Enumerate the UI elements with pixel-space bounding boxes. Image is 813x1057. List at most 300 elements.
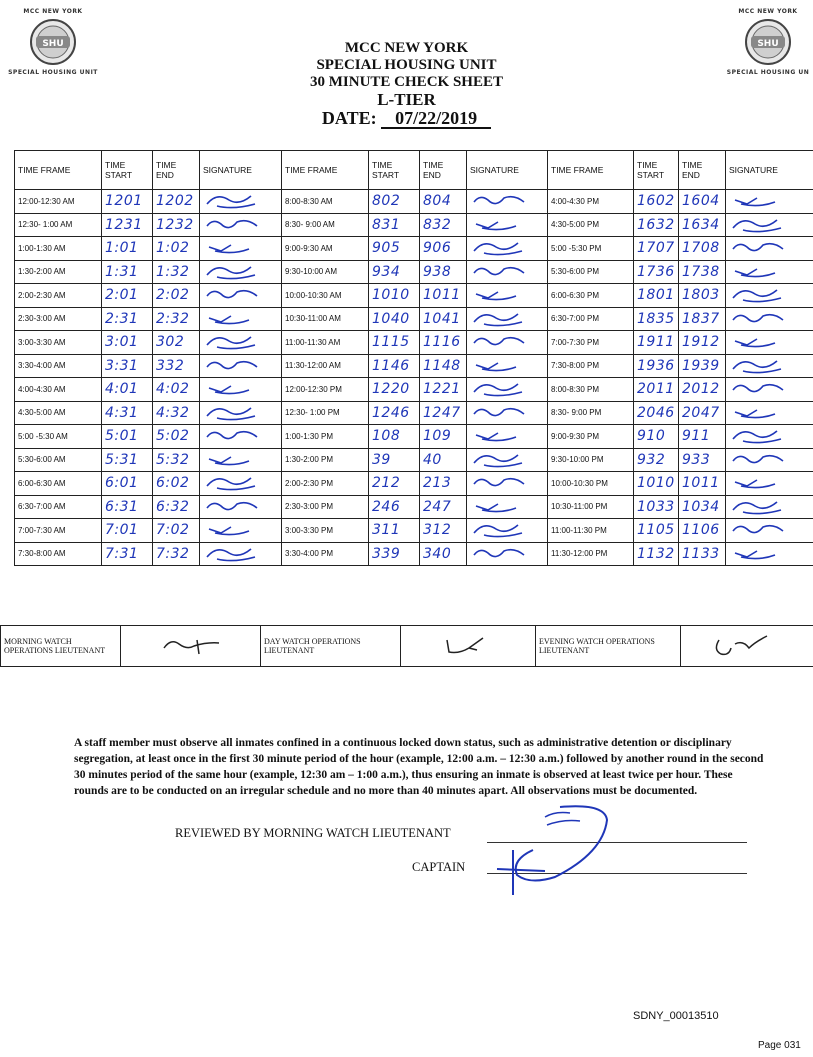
day-watch-signature [401,626,536,667]
initials-signature-icon [203,378,263,398]
initials-signature-icon [729,496,789,516]
signature-cell [467,354,548,378]
initials-signature-icon [203,331,263,351]
col-header: TIME FRAME [282,151,369,190]
signature-cell [726,190,813,214]
time-end-cell [679,495,726,519]
time-frame-cell [15,213,102,237]
initials-signature-icon [729,214,789,234]
time-frame-cell [282,354,369,378]
table-header-row [15,151,813,190]
handwritten-time: 1116 [423,334,461,351]
time-end-cell [420,495,467,519]
time-start-cell [634,495,679,519]
handwritten-time: 831 [372,216,401,233]
header-line-2: SPECIAL HOUSING UNIT [316,57,497,73]
time-start-cell [102,495,153,519]
handwritten-time: 1231 [105,216,143,233]
initials-signature-icon [729,378,789,398]
signature-cell [726,378,813,402]
time-frame-label: 8:00-8:30 PM [551,384,600,394]
time-start-cell [369,284,420,308]
evening-watch-label: EVENING WATCH OPERATIONS LIEUTENANT [536,626,681,667]
policy-text: A staff member must observe all inmates confined in a continuous locked down status, such as administrative detention or disciplinary segregation, at least once in the first 30 minute period of the hour (example, 12:00 a.m. – 12:30 a.m.) followed by another round in the second 30 minutes period of the same hour (example, 12:30 am – 1:00 a.m.), thus ensuring an inmate is observed at least twice per hour. These rounds are to be conducted on an irregular schedule and no more than 40 minutes apart. All observations must be documented. [74,737,764,797]
handwritten-time: 5:02 [156,428,190,445]
captain-label: CAPTAIN [412,860,466,874]
time-frame-label: 2:30-3:00 AM [18,314,66,324]
time-frame-label: 2:00-2:30 AM [18,290,66,300]
time-end-cell [153,472,200,496]
time-end-cell [153,307,200,331]
time-frame-cell [282,495,369,519]
shu-emblem-icon [28,17,78,67]
handwritten-time: 246 [372,498,401,515]
time-frame-label: 6:30-7:00 AM [18,502,66,512]
time-frame-cell [282,448,369,472]
initials-signature-icon [203,449,263,469]
time-start-cell [369,401,420,425]
handwritten-time: 7:01 [105,522,139,539]
initials-signature-icon [470,543,530,563]
time-end-cell [679,378,726,402]
time-frame-label: 8:30- 9:00 AM [285,220,335,230]
time-frame-cell [282,190,369,214]
time-frame-cell [15,542,102,566]
table-row [15,284,813,308]
signature-cell [200,519,282,543]
morning-watch-label: MORNING WATCH OPERATIONS LIEUTENANT [1,626,121,667]
initials-signature-icon [470,331,530,351]
initials-signature-icon [729,472,789,492]
col-header: TIME START [369,151,420,190]
handwritten-time: 933 [682,451,711,468]
signature-cell [200,190,282,214]
initials-signature-icon [203,519,263,539]
initials-signature-icon [470,308,530,328]
handwritten-time: 4:01 [105,381,139,398]
handwritten-time: 3:01 [105,334,139,351]
time-frame-cell [15,331,102,355]
col-header: SIGNATURE [200,151,282,190]
handwritten-time: 1936 [637,357,675,374]
time-end-cell [420,331,467,355]
initials-signature-icon [470,237,530,257]
table-row [15,307,813,331]
signature-cell [200,307,282,331]
document-header [250,40,563,129]
initials-signature-icon [729,449,789,469]
time-start-cell [369,542,420,566]
handwritten-time: 7:32 [156,545,190,562]
time-frame-cell [15,354,102,378]
time-frame-label: 5:00 -5:30 PM [551,243,602,253]
time-frame-cell [548,237,634,261]
handwritten-time: 1146 [372,357,410,374]
signature-icon [159,630,229,660]
signature-cell [200,331,282,355]
time-end-cell [153,331,200,355]
initials-signature-icon [203,261,263,281]
initials-signature-icon [470,261,530,281]
handwritten-time: 832 [423,216,452,233]
time-frame-cell [15,307,102,331]
handwritten-time: 247 [423,498,452,515]
time-frame-label: 8:30- 9:00 PM [551,408,602,418]
time-frame-label: 11:30-12:00 PM [551,549,608,559]
svg-text:SHU: SHU [42,39,64,49]
handwritten-time: 804 [423,193,452,210]
time-start-cell [634,331,679,355]
logo-top-text: MCC NEW YORK [23,8,83,15]
initials-signature-icon [203,543,263,563]
table-row [15,401,813,425]
time-frame-label: 6:00-6:30 PM [551,290,600,300]
signature-cell [200,401,282,425]
table-row [15,260,813,284]
handwritten-time: 6:31 [105,498,139,515]
handwritten-time: 1041 [423,310,461,327]
time-end-cell [420,190,467,214]
time-frame-label: 7:30-8:00 AM [18,549,66,559]
time-end-cell [679,401,726,425]
time-frame-cell [15,190,102,214]
handwritten-time: 1736 [637,263,675,280]
time-frame-label: 2:30-3:00 PM [285,502,334,512]
signature-cell [726,354,813,378]
time-start-cell [634,472,679,496]
time-frame-cell [282,213,369,237]
time-frame-cell [282,378,369,402]
col-header: TIME FRAME [15,151,102,190]
col-header: TIME END [420,151,467,190]
time-frame-cell [548,307,634,331]
date-label: DATE: [321,108,377,128]
initials-signature-icon [203,190,263,210]
initials-signature-icon [470,449,530,469]
time-frame-cell [548,378,634,402]
signature-cell [726,237,813,261]
time-end-cell [420,307,467,331]
time-end-cell [679,519,726,543]
check-sheet-table [14,150,813,566]
time-end-cell [679,448,726,472]
time-frame-label: 5:30-6:00 AM [18,455,66,465]
time-start-cell [634,260,679,284]
time-start-cell [102,284,153,308]
handwritten-time: 1911 [637,334,675,351]
time-start-cell [369,519,420,543]
time-end-cell [153,401,200,425]
document-id: SDNY_00013510 [633,1010,719,1022]
handwritten-time: 1738 [682,263,720,280]
time-frame-label: 12:30- 1:00 PM [285,408,340,418]
initials-signature-icon [470,472,530,492]
table-row [15,472,813,496]
signature-cell [467,425,548,449]
initials-signature-icon [729,402,789,422]
time-end-cell [153,542,200,566]
time-start-cell [634,448,679,472]
time-end-cell [420,519,467,543]
initials-signature-icon [203,472,263,492]
handwritten-time: 212 [372,475,401,492]
time-frame-label: 6:00-6:30 AM [18,478,66,488]
table-row [15,190,813,214]
reviewer-signature-icon [485,795,625,895]
time-frame-cell [548,284,634,308]
time-frame-label: 12:00-12:30 AM [18,196,75,206]
handwritten-time: 213 [423,475,452,492]
handwritten-time: 1148 [423,357,461,374]
time-end-cell [153,425,200,449]
date-value: 07/22/2019 [381,110,491,129]
handwritten-time: 1837 [682,310,720,327]
handwritten-time: 2046 [637,404,675,421]
signature-icon [439,630,499,660]
time-end-cell [679,425,726,449]
time-start-cell [102,425,153,449]
time-start-cell [369,307,420,331]
handwritten-time: 1034 [682,498,720,515]
initials-signature-icon [729,519,789,539]
time-end-cell [679,237,726,261]
initials-signature-icon [470,425,530,445]
table-row [15,378,813,402]
col-header: SIGNATURE [726,151,813,190]
handwritten-time: 1040 [372,310,410,327]
time-start-cell [634,213,679,237]
initials-signature-icon [729,355,789,375]
time-start-cell [634,354,679,378]
handwritten-time: 1132 [637,545,675,562]
time-frame-label: 9:30-10:00 AM [285,267,338,277]
signature-cell [726,331,813,355]
handwritten-time: 2:02 [156,287,190,304]
signature-cell [200,448,282,472]
handwritten-time: 2047 [682,404,720,421]
time-start-cell [102,260,153,284]
initials-signature-icon [203,355,263,375]
initials-signature-icon [203,496,263,516]
time-end-cell [153,495,200,519]
time-frame-cell [282,425,369,449]
signature-cell [726,307,813,331]
time-frame-cell [548,542,634,566]
time-frame-label: 9:30-10:00 PM [551,455,604,465]
handwritten-time: 108 [372,428,401,445]
signature-cell [467,495,548,519]
time-start-cell [634,190,679,214]
table-row [15,542,813,566]
time-start-cell [369,425,420,449]
time-frame-label: 6:30-7:00 PM [551,314,600,324]
time-frame-label: 1:30-2:00 AM [18,267,66,277]
handwritten-time: 1011 [682,475,720,492]
time-end-cell [679,213,726,237]
handwritten-time: 1220 [372,381,410,398]
time-frame-cell [548,495,634,519]
handwritten-time: 1939 [682,357,720,374]
handwritten-time: 1602 [637,193,675,210]
handwritten-time: 5:01 [105,428,139,445]
signature-cell [726,495,813,519]
time-start-cell [634,284,679,308]
time-frame-cell [15,260,102,284]
col-header: TIME START [102,151,153,190]
handwritten-time: 1201 [105,193,143,210]
signature-cell [200,260,282,284]
handwritten-time: 6:02 [156,475,190,492]
signature-cell [467,401,548,425]
time-start-cell [102,519,153,543]
time-end-cell [153,190,200,214]
time-start-cell [102,378,153,402]
time-frame-cell [548,354,634,378]
time-frame-cell [282,401,369,425]
signature-cell [200,237,282,261]
signature-cell [467,190,548,214]
handwritten-time: 2:01 [105,287,139,304]
time-frame-cell [282,331,369,355]
handwritten-time: 332 [156,357,185,374]
initials-signature-icon [470,402,530,422]
handwritten-time: 1115 [372,334,410,351]
initials-signature-icon [729,331,789,351]
handwritten-time: 5:31 [105,451,139,468]
date-row [250,110,563,129]
signature-cell [467,213,548,237]
signature-cell [200,472,282,496]
handwritten-time: 2:32 [156,310,190,327]
table-row [15,354,813,378]
time-end-cell [420,284,467,308]
handwritten-time: 7:31 [105,545,139,562]
handwritten-time: 911 [682,428,711,445]
right-logo [723,8,813,76]
time-start-cell [369,495,420,519]
time-end-cell [420,472,467,496]
handwritten-time: 3:31 [105,357,139,374]
initials-signature-icon [729,190,789,210]
time-frame-label: 12:30- 1:00 AM [18,220,73,230]
col-header: TIME END [679,151,726,190]
time-frame-cell [282,542,369,566]
time-start-cell [369,448,420,472]
col-header: TIME END [153,151,200,190]
time-frame-label: 9:00-9:30 AM [285,243,333,253]
time-end-cell [679,331,726,355]
handwritten-time: 1232 [156,216,194,233]
initials-signature-icon [729,308,789,328]
handwritten-time: 1033 [637,498,675,515]
time-frame-label: 12:00-12:30 PM [285,384,342,394]
table-row [15,331,813,355]
initials-signature-icon [203,425,263,445]
col-header: TIME FRAME [548,151,634,190]
signature-cell [467,542,548,566]
time-end-cell [153,378,200,402]
handwritten-time: 6:32 [156,498,190,515]
time-frame-label: 11:30-12:00 AM [285,361,341,371]
handwritten-time: 1604 [682,193,720,210]
signature-cell [726,448,813,472]
morning-watch-signature [121,626,261,667]
handwritten-time: 1202 [156,193,194,210]
signature-cell [200,213,282,237]
handwritten-time: 311 [372,522,401,539]
time-frame-cell [548,519,634,543]
handwritten-time: 1:32 [156,263,190,280]
time-frame-cell [15,448,102,472]
signature-cell [467,519,548,543]
handwritten-time: 2012 [682,381,720,398]
time-frame-label: 4:30-5:00 AM [18,408,66,418]
initials-signature-icon [729,425,789,445]
col-header: TIME START [634,151,679,190]
time-start-cell [634,307,679,331]
time-start-cell [102,472,153,496]
time-frame-cell [548,472,634,496]
time-frame-label: 4:00-4:30 PM [551,196,600,206]
time-frame-label: 10:30-11:00 AM [285,314,341,324]
time-start-cell [634,237,679,261]
signature-cell [200,354,282,378]
handwritten-time: 1:02 [156,240,190,257]
reviewed-label: REVIEWED BY MORNING WATCH LIEUTENANT [175,826,451,840]
page-number: Page 031 [758,1040,801,1051]
time-start-cell [369,190,420,214]
handwritten-time: 1105 [637,522,675,539]
time-frame-cell [15,495,102,519]
handwritten-time: 302 [156,334,185,351]
time-end-cell [679,307,726,331]
signature-cell [726,472,813,496]
time-frame-label: 5:00 -5:30 AM [18,431,68,441]
table-row [15,237,813,261]
time-frame-cell [548,260,634,284]
table-row [15,519,813,543]
signature-cell [467,260,548,284]
time-start-cell [102,190,153,214]
time-frame-label: 4:30-5:00 PM [551,220,600,230]
handwritten-time: 6:01 [105,475,139,492]
table-row [15,425,813,449]
initials-signature-icon [470,284,530,304]
initials-signature-icon [470,496,530,516]
handwritten-time: 1632 [637,216,675,233]
time-frame-cell [282,307,369,331]
signature-cell [467,307,548,331]
header-line-3: 30 MINUTE CHECK SHEET [310,74,503,90]
signature-cell [467,331,548,355]
time-end-cell [153,237,200,261]
signature-cell [726,542,813,566]
time-end-cell [420,425,467,449]
handwritten-time: 802 [372,193,401,210]
handwritten-time: 1912 [682,334,720,351]
handwritten-time: 934 [372,263,401,280]
time-frame-cell [282,519,369,543]
time-start-cell [369,331,420,355]
time-frame-cell [15,425,102,449]
initials-signature-icon [203,237,263,257]
time-end-cell [153,213,200,237]
day-watch-label: DAY WATCH OPERATIONS LIEUTENANT [261,626,401,667]
handwritten-time: 905 [372,240,401,257]
logo-bottom-text: SPECIAL HOUSING UNIT [8,69,98,76]
time-frame-label: 3:00-3:30 PM [285,525,334,535]
handwritten-time: 339 [372,545,401,562]
